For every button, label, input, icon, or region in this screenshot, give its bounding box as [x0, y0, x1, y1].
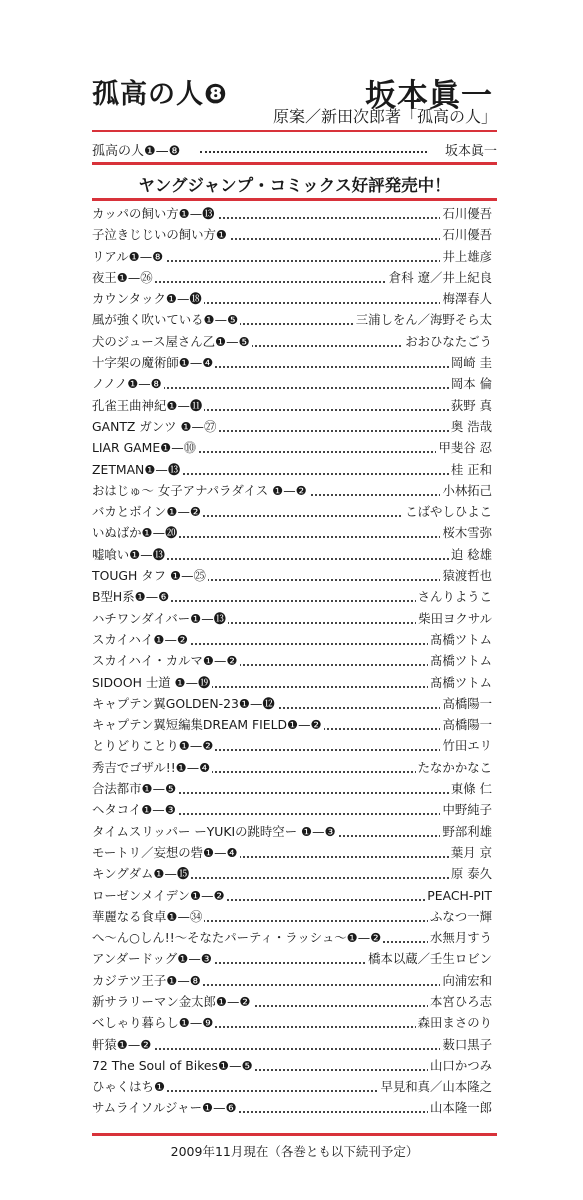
item-author: PEACH-PIT: [427, 887, 492, 903]
list-item: [92, 547, 492, 568]
list-item: [92, 568, 492, 589]
item-author: 山口かつみ: [430, 1057, 492, 1073]
item-title: 夜王❶—㉖: [92, 269, 153, 285]
list-item: [92, 909, 492, 930]
list-item: [92, 227, 492, 248]
list-item: [92, 632, 492, 653]
item-author: 梅澤春人: [442, 291, 492, 307]
list-item: [92, 483, 492, 504]
list-item: [92, 1037, 492, 1058]
item-title: 華麗なる食卓❶—㉞: [92, 908, 203, 924]
item-author: 髙橋ツトム: [430, 631, 492, 647]
list-item: [92, 525, 492, 546]
item-author: 野部利雄: [442, 823, 492, 839]
item-title: ノノノ❶—❽: [92, 376, 162, 392]
list-item: [92, 611, 492, 632]
item-title: スカイハイ❶—❷: [92, 631, 188, 647]
item-author: 岡崎 圭: [450, 355, 492, 371]
item-title: バカとボイン❶—❷: [92, 504, 201, 520]
list-item: [92, 824, 492, 845]
banner-bottom-rule: [92, 198, 497, 201]
item-title: 子泣きじじいの飼い方❶: [92, 227, 228, 243]
list-item: [92, 994, 492, 1015]
list-item: [92, 334, 492, 355]
item-title: B型H系❶—❻: [92, 589, 170, 605]
item-author: 甲斐谷 忍: [438, 440, 492, 456]
item-title: とりどりことり❶—❷: [92, 738, 214, 754]
list-item: [92, 1079, 492, 1100]
item-author: 中野純子: [442, 802, 492, 818]
banner-top-rule: [92, 162, 497, 165]
item-title: ローゼンメイデン❶—❷: [92, 887, 225, 903]
list-item: [92, 760, 492, 781]
item-title: 孔雀王曲神紀❶—⓫: [92, 397, 203, 413]
list-item: [92, 696, 492, 717]
item-title: いぬばか❶—⓴: [92, 525, 178, 541]
item-title: 嘘喰い❶—⓭: [92, 546, 166, 562]
item-author: 迫 稔雄: [450, 546, 492, 562]
item-title: アンダードッグ❶—❸: [92, 951, 212, 967]
item-author: 井上雄彦: [442, 248, 492, 264]
book-title: 孤高の人❽: [92, 79, 228, 110]
item-author: 薮口黒子: [442, 1036, 492, 1052]
item-title: リアル❶—❽: [92, 248, 164, 264]
item-author: 髙橋ツトム: [430, 653, 492, 669]
item-author: 水無月すう: [430, 930, 492, 946]
item-author: 小林拓己: [442, 482, 492, 498]
list-item: [92, 440, 492, 461]
item-author: 橋本以蔵／壬生ロビン: [368, 951, 492, 967]
item-author: さんりようこ: [417, 589, 492, 605]
item-title: モートリ／妄想の砦❶—❹: [92, 844, 238, 860]
item-title: カウンタック❶—⓲: [92, 291, 202, 307]
item-author: 高橋陽一: [442, 695, 492, 711]
item-title: カッパの飼い方❶—⓭: [92, 206, 215, 221]
item-author: 東條 仁: [450, 781, 492, 797]
item-title: 新サラリーマン金太郎❶—❷: [92, 993, 251, 1009]
list-item: [92, 504, 492, 525]
original-credit: 原案／新田次郎著「孤高の人」: [272, 107, 497, 126]
item-author: 本宮ひろ志: [430, 993, 492, 1009]
list-item: [92, 738, 492, 759]
item-title: キャプテン翼GOLDEN-23❶—⓬: [92, 695, 275, 711]
item-author: 石川優吾: [442, 227, 492, 243]
list-item: [92, 355, 492, 376]
item-author: 桂 正和: [450, 461, 492, 477]
list-item: [92, 1015, 492, 1036]
list-item: [92, 291, 492, 312]
item-author: 髙橋ツトム: [430, 674, 492, 690]
list-item: [92, 419, 492, 440]
list-item: [92, 1100, 492, 1121]
item-title: 合法都市❶—❺: [92, 781, 177, 797]
title-list: [92, 206, 492, 1122]
item-author: 猿渡哲也: [442, 568, 492, 584]
item-title: 72 The Soul of Bikes❶—❺: [92, 1057, 253, 1073]
top-rule: [92, 130, 497, 132]
list-item: [92, 717, 492, 738]
item-title: 十字架の魔術師❶—❹: [92, 355, 214, 371]
bottom-rule: [92, 1133, 497, 1136]
list-item: [92, 653, 492, 674]
item-author: 早見和真／山本隆之: [380, 1079, 492, 1095]
item-author: 山本隆一郎: [430, 1100, 492, 1116]
list-item: [92, 888, 492, 909]
item-title: べしゃり暮らし❶—❾: [92, 1015, 214, 1031]
item-author: 向浦宏和: [442, 972, 492, 988]
list-item: [92, 845, 492, 866]
list-item: [92, 866, 492, 887]
list-item: [92, 973, 492, 994]
item-title: サムライソルジャー❶—❻: [92, 1100, 237, 1116]
item-author: ふなつ一輝: [430, 908, 492, 924]
item-title: へ〜ん○しん!!〜そなたパーティ・ラッシュ〜❶—❷: [92, 930, 382, 946]
item-author: 石川優吾: [442, 206, 492, 221]
series-title: 孤高の人❶—❽: [92, 144, 181, 159]
item-author: こばやしひよこ: [405, 504, 492, 520]
footer-note: 2009年11月現在（各巻とも以下続刊予定）: [170, 1144, 419, 1159]
series-author: 坂本眞一: [444, 144, 497, 159]
item-author: 桜木雪弥: [442, 525, 492, 541]
item-title: タイムスリッパー ーYUKIの跳時空ー ❶—❸: [92, 823, 336, 839]
list-item: [92, 951, 492, 972]
book-author: 坂本眞一: [365, 78, 493, 114]
list-item: [92, 206, 492, 227]
item-author: たなかかなこ: [417, 759, 492, 775]
item-title: キャプテン翼短編集DREAM FIELD❶—❷: [92, 717, 322, 733]
item-title: カジテツ王子❶—❽: [92, 972, 201, 988]
list-item: [92, 802, 492, 823]
item-author: おおひなたごう: [405, 333, 492, 349]
item-author: 岡本 倫: [450, 376, 492, 392]
list-item: [92, 930, 492, 951]
item-author: 荻野 真: [450, 397, 492, 413]
item-title: ヘタコイ❶—❸: [92, 802, 176, 818]
item-title: キングダム❶—⓯: [92, 866, 190, 882]
item-title: TOUGH タフ ❶—㉕: [92, 568, 206, 584]
list-item: [92, 781, 492, 802]
banner-heading: ヤングジャンプ・コミックス好評発売中！: [138, 176, 451, 195]
item-title: ひゃくはち❶: [92, 1079, 166, 1095]
item-author: 竹田エリ: [442, 738, 492, 754]
item-title: SIDOOH 士道 ❶—⓳: [92, 674, 211, 690]
list-item: [92, 462, 492, 483]
item-author: 高橋陽一: [442, 717, 492, 733]
item-title: 秀吉でゴザル!!❶—❹: [92, 759, 211, 775]
series-leader-dots: [200, 151, 427, 153]
item-title: GANTZ ガンツ ❶—㉗: [92, 418, 217, 434]
item-title: ハチワンダイバー❶—⓭: [92, 610, 227, 626]
item-author: 葉月 京: [450, 844, 492, 860]
item-title: 軒猿❶—❷: [92, 1036, 152, 1052]
item-title: 犬のジュース屋さん乙❶—❺: [92, 333, 250, 349]
item-author: 森田まさのり: [417, 1015, 492, 1031]
item-title: スカイハイ・カルマ❶—❷: [92, 653, 238, 669]
header: [92, 72, 497, 126]
item-author: 原 泰久: [450, 866, 492, 882]
list-item: [92, 589, 492, 610]
item-title: おはじゅ〜 女子アナパラダイス ❶—❷: [92, 482, 307, 498]
list-item: [92, 675, 492, 696]
list-item: [92, 376, 492, 397]
list-item: [92, 1058, 492, 1079]
item-title: ZETMAN❶—⓭: [92, 461, 181, 477]
series-row: [92, 140, 497, 158]
item-title: 風が強く吹いている❶—❺: [92, 312, 239, 328]
list-item: [92, 312, 492, 333]
list-item: [92, 398, 492, 419]
item-author: 倉科 遼／井上紀良: [388, 269, 492, 285]
item-author: 三浦しをん／海野そら太: [355, 312, 492, 328]
item-author: 奥 浩哉: [450, 418, 492, 434]
item-title: LIAR GAME❶—⓾: [92, 440, 197, 456]
list-item: [92, 249, 492, 270]
list-item: [92, 270, 492, 291]
item-author: 柴田ヨクサル: [418, 610, 492, 626]
